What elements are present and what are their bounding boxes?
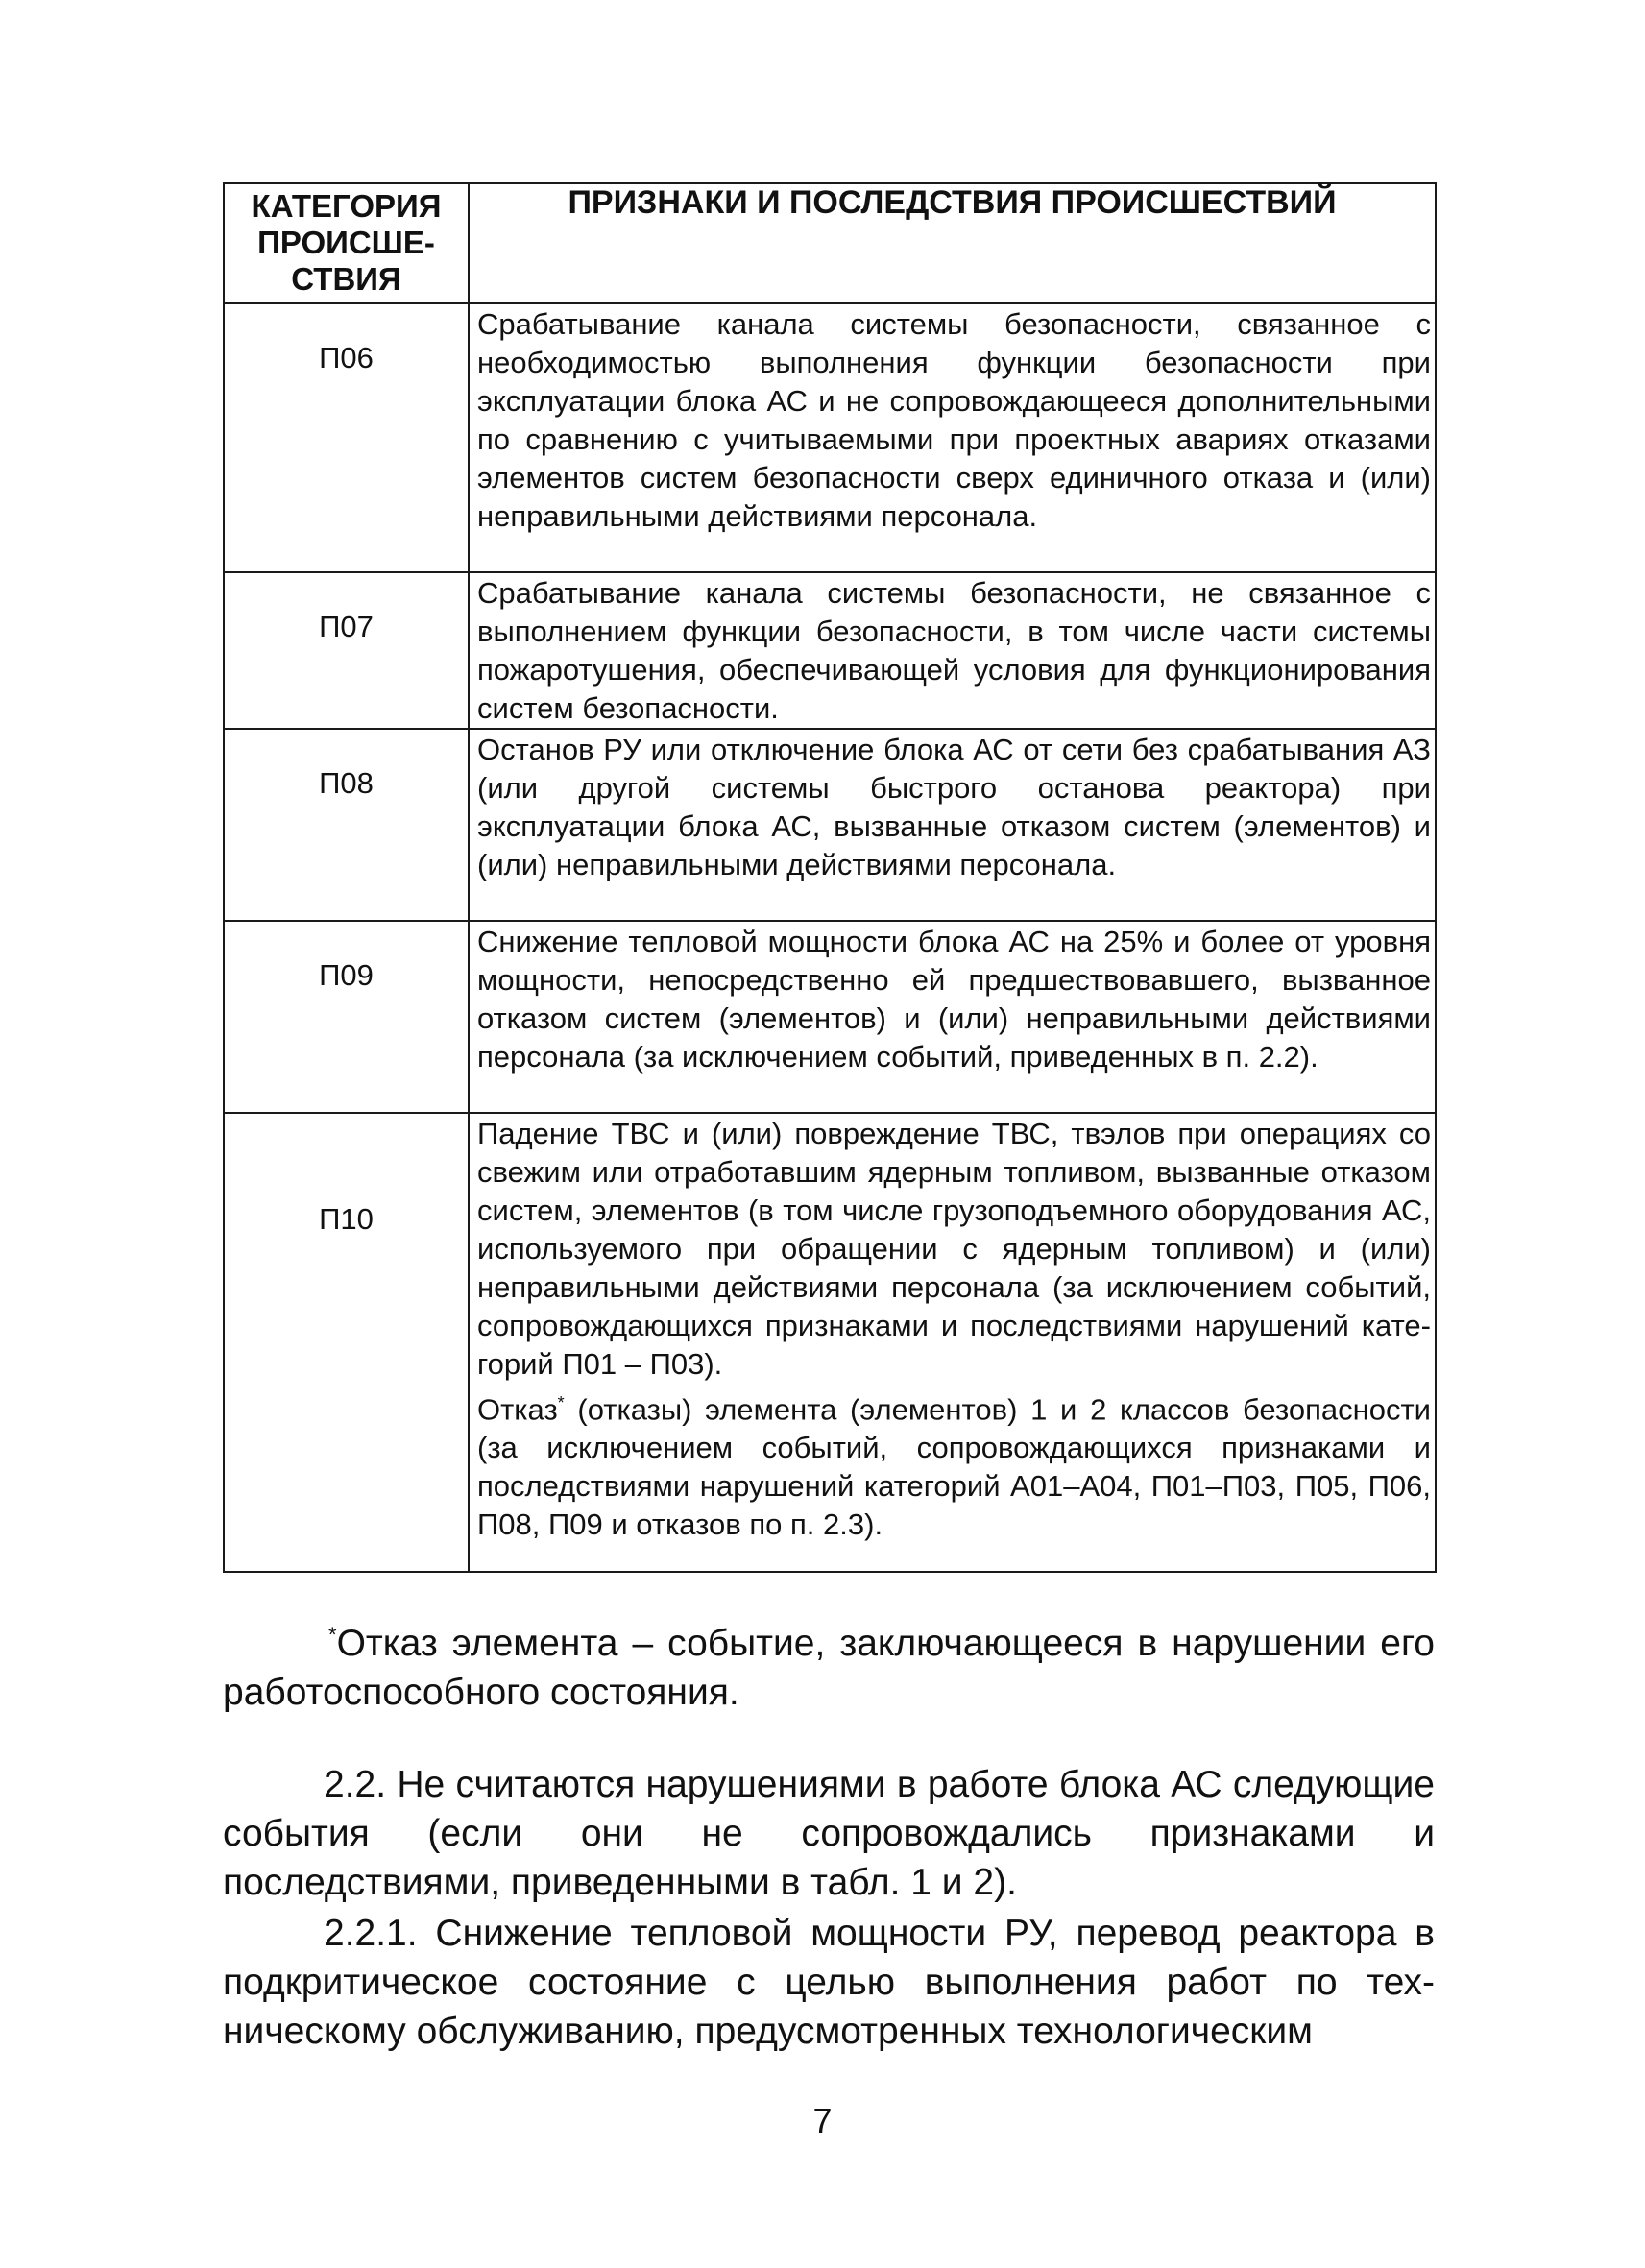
description-cell xyxy=(469,1113,1436,1572)
description-text: Останов РУ или отключение блока АС от сети без срабатывания АЗ (или другой системы быстрого останова реактора) при эксплуатации блока АС, вызванные отказом систем (элементов) и (или) неправильными действиями персонала. xyxy=(477,733,1431,881)
footnote xyxy=(223,1619,1435,1717)
description-text: Срабатывание канала системы безопасности, не связанное с выполнением функции безопасности, в том числе части системы пожаротушения, обеспечивающей условия для функционирования систем безопасности. xyxy=(477,576,1431,725)
description-text: Снижение тепловой мощности блока АС на 25% и более от уровня мощности, непосредственно ей предшествовавшего, вызванное отказом систем (элементов) и (или) неправильными действиями персонала (за исключением событий, приведенных в п. 2.2). xyxy=(477,925,1431,1074)
description-text: Падение ТВС и (или) повреждение ТВС, твэлов при операциях со свежим или отработавшим ядерным топливом, вызванные отказом систем, элементов (в том числе грузоподъемного оборудования АС, используемого при обращении с ядерным топливом) и (или) неправильными действиями персонала (за исключением событий, сопровождающихся признаками и последствиями нарушений категорий П01 – П03). xyxy=(477,1117,1431,1381)
description-cell xyxy=(469,572,1436,729)
category-cell: П08 xyxy=(224,729,469,921)
footnote-text: Отказ элемента – событие, заключающееся в нарушении его работоспособного состояния. xyxy=(223,1623,1435,1713)
table-row xyxy=(224,303,1436,572)
table-row xyxy=(224,729,1436,921)
footnote-mark: * xyxy=(328,1623,337,1647)
table-row xyxy=(224,1113,1436,1572)
category-cell: П07 xyxy=(224,572,469,729)
description-cell xyxy=(469,729,1436,921)
table-header-row xyxy=(224,183,1436,303)
category-cell: П09 xyxy=(224,921,469,1113)
category-cell: П10 xyxy=(224,1113,469,1572)
failure-term: Отказ xyxy=(477,1392,558,1427)
paragraph-2-2-1: 2.2.1. Снижение тепловой мощности РУ, перевод реактора в подкритическое состояние с целью выполнения работ по техническому обслуживанию, предусмотренных технологическим xyxy=(223,1913,1435,2052)
column-header-description: ПРИЗНАКИ И ПОСЛЕДСТВИЯ ПРОИСШЕСТВИЙ xyxy=(469,183,1436,303)
footnote-mark: * xyxy=(557,1393,565,1412)
failure-definition: (отказы) элемента (элементов) 1 и 2 классов безопасности (за исключением событий, сопровождающихся признаками и последствиями нарушений категорий А01–А04, П01–П03, П05, П06, П08, П09 и отказов по п. 2.3). xyxy=(477,1392,1431,1542)
incident-categories-table xyxy=(223,182,1437,1573)
description-cell xyxy=(469,921,1436,1113)
table-row xyxy=(224,921,1436,1113)
description-text-continued xyxy=(477,1384,1431,1544)
category-cell: П06 xyxy=(224,303,469,572)
description-cell xyxy=(469,303,1436,572)
description-text: Срабатывание канала системы безопасности, связанное с необходимостью выполнения функции безопасности при эксплуатации блока АС и не сопровождающееся дополнительными по сравнению с учитываемыми при проектных авариях отказами элементов систем безопасности сверх единичного отказа и (или) неправильными действиями персонала. xyxy=(477,307,1431,533)
paragraph-2-2: 2.2. Не считаются нарушениями в работе блока АС следующие события (если они не сопровождались признаками и последствиями, приведенными в табл. 1 и 2). xyxy=(223,1764,1435,1903)
table-row xyxy=(224,572,1436,729)
page-number: 7 xyxy=(812,2101,833,2140)
column-header-category: КАТЕГОРИЯ ПРОИСШЕ- СТВИЯ xyxy=(224,183,469,303)
